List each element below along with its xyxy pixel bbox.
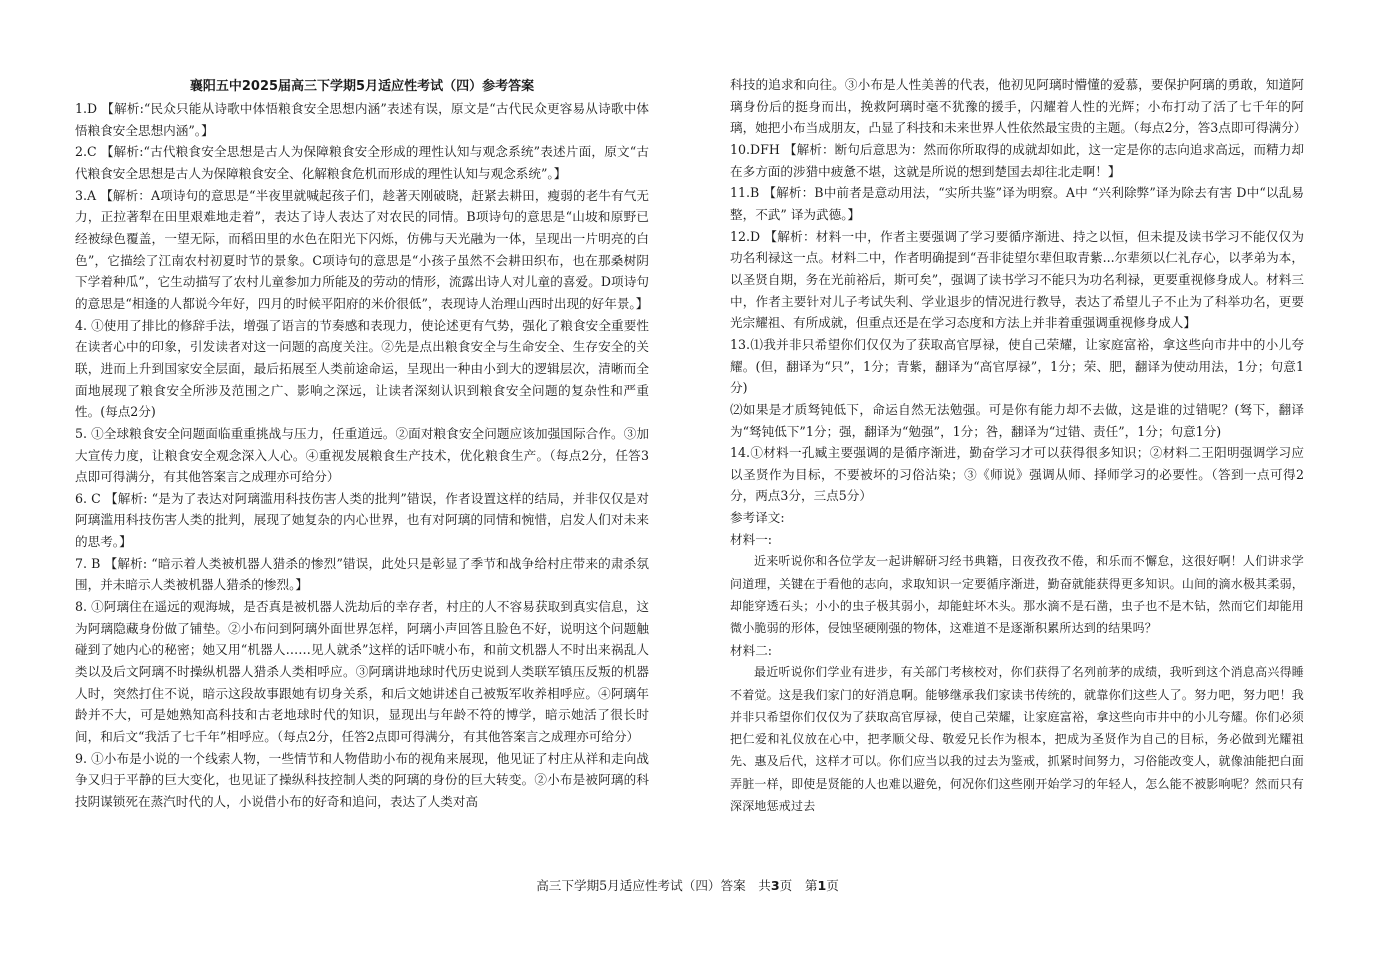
answer-6: 6. C 【解析: “是为了表达对阿璃滥用科技伤害人类的批判”错误，作者设置这样的结局，并非仅仅是对阿璃滥用科技伤害人类的批判，展现了她复杂的内心世界，也有对阿璃的同情和惋惜，启发人们对未来的思考。】: [75, 490, 649, 550]
translation-heading: 参考译文:: [730, 510, 785, 526]
answer-14: 14.①材料一孔臧主要强调的是循序渐进，勤奋学习才可以获得很多知识；②材料二王阳明强调学习应以圣贤作为目标，不要被坏的习俗沾染；③《师说》强调从师、择师学习的必要性。（答到一点可得2分，两点3分，三点5分）: [730, 445, 1304, 504]
answer-2: 2.C 【解析:“古代粮食安全思想是古人为保障粮食安全形成的理性认知与观念系统”表述片面，原文“古代粮食安全思想是古人为保障粮食安全、化解粮食危机而形成的理性认知与观念系统”。】: [75, 144, 649, 181]
answer-11: 11.B 【解析：B中前者是意动用法，“实所共鉴”译为明察。A中 “兴利除弊”译为除去有害 D中“以乱易整，不武” 译为武德。】: [730, 185, 1304, 222]
answer-1: 1.D 【解析:“民众只能从诗歌中体悟粮食安全思想内涵”表述有误，原文是“古代民众更容易从诗歌中体悟粮食安全思想内涵”。】: [75, 101, 649, 138]
answer-13-1: 13.⑴我并非只希望你们仅仅为了获取高官厚禄，使自己荣耀，让家庭富裕，拿这些向市井中的小儿夸耀。(但，翻译为“只”，1分；青紫，翻译为“高官厚禄”，1分；荣、肥，翻译为使动用法，1分；句意1分): [730, 336, 1304, 396]
footer-mid-text: 页 第: [779, 878, 818, 893]
answer-8: 8. ①阿璃住在遥远的观海城，是否真是被机器人洗劫后的幸存者，村庄的人不容易获取到真实信息，这为阿璃隐藏身份做了铺垫。②小布问到阿璃外面世界怎样，阿璃小声回答且脸色不好，说明这个问题触碰到了她内心的秘密；她又用“机器人……见人就杀”这样的话吓唬小布，和前文机器人不时出来祸乱人类以及后文阿璃不时操纵机器人猎杀人类相呼应。③阿璃讲地球时代历史说到人类联军镇压反叛的机器人时，突然打住不说，暗示这段故事跟她有切身关系，和后文她讲述自己被叛军收养相呼应。④阿璃年龄并不大，可是她熟知高科技和古老地球时代的知识，显现出与年龄不符的博学，暗示她活了很长时间，和后文“我活了七千年”相呼应。（每点2分，任答2点即可得满分，有其他答案言之成理亦可给分）: [75, 599, 649, 745]
footer-total-pages: 3: [770, 878, 780, 893]
page-footer: [0, 876, 1375, 896]
answer-7: 7. B 【解析: “暗示着人类被机器人猎杀的惨烈”错误，此处只是彰显了季节和战争给村庄带来的肃杀氛围，并未暗示人类被机器人猎杀的惨烈。】: [75, 555, 649, 593]
page-title: 襄阳五中2025届高三下学期5月适应性考试（四）参考答案: [189, 79, 535, 94]
material-2-translation: 最近听说你们学业有进步，有关部门考核校对，你们获得了名列前茅的成绩，我听到这个消息高兴得睡不着觉。这是我们家门的好消息啊。能够继承我们家读书传统的，就靠你们这些人了。努力吧，努力吧！我并非只希望你们仅仅为了获取高官厚禄，使自己荣耀，让家庭富裕，拿这些向市井中的小儿夸耀。你们必须把仁爱和礼仪放在心中，把孝顺父母、敬爱兄长作为根本，把成为圣贤作为自己的目标，务必做到光耀祖先、惠及后代，这样才可以。你们应当以我的过去为鉴戒，抓紧时间努力，习俗能改变人，就像油能把白面弄脏一样，即使是贤能的人也难以避免，何况你们这些刚开始学习的年轻人，怎么能不被影响呢？然而只有深深地惩戒过去: [730, 665, 1304, 814]
answer-3: 3.A 【解析：A项诗句的意思是“半夜里就喊起孩子们，趁著天刚破晓，赶紧去耕田，瘦弱的老牛有气无力，正拉著犁在田里艰难地走着”，表达了诗人表达了对农民的同情。B项诗句的意思是“山坡和原野已经被绿色覆盖，一望无际，而稻田里的水色在阳光下闪烁，仿佛与天光融为一体，呈现出一片明亮的白色”，它描绘了江南农村初夏时节的景象。C项诗句的意思是“小孩子虽然不会耕田织布，也在那桑树阴下学着种瓜”，它生动描写了农村儿童参加力所能及的劳动的情形，流露出诗人对儿童的喜爱。D项诗句的意思是“相逢的人都说今年好，四月的时候平阳府的米价很低”，表现诗人治理山西时出现的好年景。】: [75, 187, 649, 311]
footer-end-text: 页: [826, 878, 839, 893]
left-column: [75, 76, 649, 813]
answer-12: 12.D 【解析：材料一中，作者主要强调了学习要循序渐进、持之以恒，但未提及读书学习不能仅仅为功名利禄这一点。材料二中，作者明确提到“吾非徒望尔辈但取青紫...尔辈须以仁礼存心，以孝弟为本，以圣贤自期，务在光前裕后，斯可矣”，强调了读书学习不能只为功名利禄，更要重视修身成人。材料三中，作者主要针对儿子考试失利、学业退步的情况进行教导，表达了希望儿子不止为了科举功名，更要光宗耀祖、有所成就，但重点还是在学习态度和方法上并非着重强调重视修身成人】: [730, 228, 1304, 331]
material-2-label: 材料二:: [730, 642, 773, 658]
right-column: [730, 74, 1307, 817]
answer-10: 10.DFH 【解析：断句后意思为：然而你所取得的成就却如此，这一定是你的志向追求高远，而精力却在多方面的涉猎中疲惫不堪，这就是所说的想到楚国去却往北走啊！】: [730, 141, 1304, 179]
footer-text: 高三下学期5月适应性考试（四）答案 共: [536, 878, 771, 893]
material-1-label: 材料一:: [730, 531, 773, 547]
answer-9: 9. ①小布是小说的一个线索人物，一些情节和人物借助小布的视角来展现，他见证了村庄从祥和走向战争又归于平静的巨大变化，也见证了操纵科技控制人类的阿璃的身份的巨大转变。②小布是被阿璃的科技阴谋锁死在蒸汽时代的人，小说借小布的好奇和追问，表达了人类对高: [75, 750, 649, 809]
answer-13-2: ⑵如果是才质驽钝低下，命运自然无法勉强。可是你有能力却不去做，这是谁的过错呢？(驽下，翻译为“驽钝低下”1分；强，翻译为“勉强”，1分；咎，翻译为“过错、责任”，1分；句意1分): [730, 401, 1304, 439]
answer-5: 5. ①全球粮食安全问题面临重重挑战与压力，任重道远。②面对粮食安全问题应该加强国际合作。③加大宣传力度，让粮食安全观念深入人心。④重视发展粮食生产技术，优化粮食生产。（每点2分，任答3点即可得满分，有其他答案言之成理亦可给分）: [75, 425, 649, 485]
answer-9-continued: 科技的追求和向往。③小布是人性美善的代表，他初见阿璃时懵懂的爱慕，要保护阿璃的勇敢，知道阿璃身份后的挺身而出，挽救阿璃时毫不犹豫的援手，闪耀着人性的光辉；小布打动了活了七千年的阿璃，她把小布当成朋友，凸显了科技和未来世界人性依然最宝贵的主题。（每点2分，答3点即可得满分）: [730, 77, 1307, 136]
answer-4: 4. ①使用了排比的修辞手法，增强了语言的节奏感和表现力，使论述更有气势，强化了粮食安全重要性在读者心中的印象，引发读者对这一问题的高度关注。②先是点出粮食安全与生命安全、生存安全的关联，进而上升到国家安全层面，最后拓展至人类前途命运，呈现出一种由小到大的逻辑层次，清晰而全面地展现了粮食安全所涉及范围之广、影响之深远，让读者深刻认识到粮食安全问题的复杂性和严重性。(每点2分): [75, 317, 649, 420]
material-1-translation: 近来听说你和各位学友一起讲解研习经书典籍，日夜孜孜不倦，和乐而不懈怠，这很好啊！人们讲求学问道理，关键在于看他的志向，求取知识一定要循序渐进，勤奋就能获得更多知识。山间的滴水极其柔弱，却能穿透石头；小小的虫子极其弱小，却能蛀坏木头。那水滴不是石凿，虫子也不是木钻，然而它们却能用微小脆弱的形体，侵蚀坚硬刚强的物体，这难道不是逐渐积累所达到的结果吗？: [730, 554, 1304, 636]
footer-page-number: 1: [817, 878, 827, 893]
